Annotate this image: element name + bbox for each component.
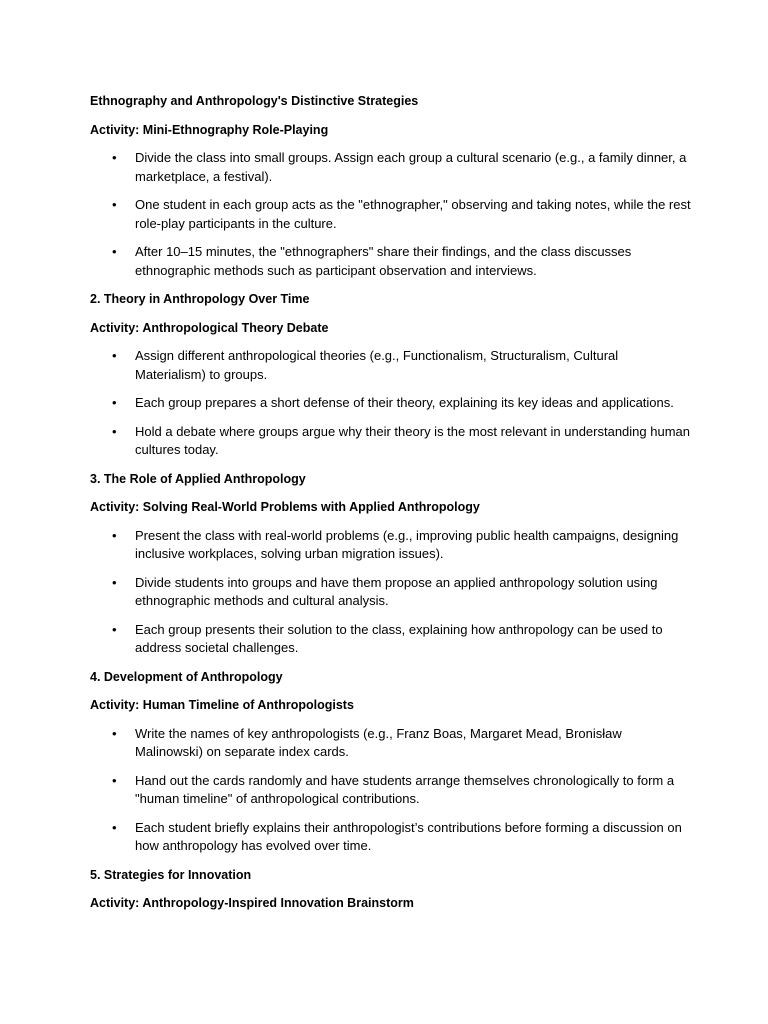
list-item (90, 621, 688, 658)
list-item (90, 394, 688, 413)
bullet-icon: • (112, 197, 117, 212)
bullet-icon: • (112, 819, 117, 835)
list-item-text: Hand out the cards randomly and have students arrange themselves chronologically to form a "human timeline" of anthropological contributions. (135, 772, 675, 806)
bullet-icon: • (112, 574, 117, 590)
activity-heading-3: Activity: Solving Real-World Problems with Applied Anthropology (90, 500, 480, 514)
list-item-text: Each group prepares a short defense of their theory, explaining its key ideas and applications. (135, 395, 674, 410)
list-item (90, 196, 691, 233)
list-item (90, 725, 688, 762)
list-item (90, 347, 688, 384)
activity-list-4 (90, 725, 688, 856)
activity-list-1 (90, 149, 691, 280)
bullet-icon: • (112, 395, 117, 410)
bullet-icon: • (112, 772, 117, 788)
list-item-text: Hold a debate where groups argue why their theory is the most relevant in understanding human cultures today. (135, 423, 690, 457)
activity-heading-1: Activity: Mini-Ethnography Role-Playing (90, 122, 329, 137)
bullet-icon: • (112, 423, 117, 439)
list-item (90, 423, 688, 460)
list-item-text: Divide students into groups and have them propose an applied anthropology solution using ethnographic methods and cultural analysis. (135, 574, 658, 608)
list-item-text: Write the names of key anthropologists (e.g., Franz Boas, Margaret Mead, Bronisław Malinowski) on separate index cards. (135, 725, 622, 759)
list-item-text: One student in each group acts as the "ethnographer," observing and taking notes, while the rest role-play participants in the culture. (135, 197, 691, 231)
activity-heading-4: Activity: Human Timeline of Anthropologists (90, 698, 354, 712)
list-item-text: Each group presents their solution to the class, explaining how anthropology can be used to address societal challenges. (135, 621, 663, 655)
list-item (90, 819, 688, 856)
list-item (90, 149, 688, 186)
activity-heading-5: Activity: Anthropology-Inspired Innovation Brainstorm (90, 896, 414, 910)
bullet-icon: • (112, 621, 117, 637)
list-item (90, 574, 688, 611)
list-item (90, 243, 688, 280)
bullet-icon: • (112, 244, 117, 259)
bullet-icon: • (112, 527, 117, 543)
list-item (90, 527, 688, 564)
list-item-text: After 10–15 minutes, the "ethnographers" share their findings, and the class discusses ethnographic methods such as participant observation and interviews. (135, 244, 632, 278)
list-item-text: Assign different anthropological theories (e.g., Functionalism, Structuralism, Cultural Materialism) to groups. (135, 348, 619, 382)
activity-list-2 (90, 347, 688, 460)
bullet-icon: • (112, 725, 117, 741)
section-heading-2: 2. Theory in Anthropology Over Time (90, 292, 310, 306)
section-heading-3: 3. The Role of Applied Anthropology (90, 471, 306, 486)
list-item-text: Present the class with real-world problems (e.g., improving public health campaigns, designing inclusive workplaces, solving urban migration issues). (135, 527, 679, 561)
section-heading-4: 4. Development of Anthropology (90, 669, 283, 684)
bullet-icon: • (112, 150, 117, 165)
bullet-icon: • (112, 348, 117, 363)
activity-heading-2: Activity: Anthropological Theory Debate (90, 320, 329, 335)
list-item (90, 772, 688, 809)
list-item-text: Each student briefly explains their anthropologist’s contributions before forming a discussion on how anthropology has evolved over time. (135, 819, 682, 853)
list-item-text: Divide the class into small groups. Assign each group a cultural scenario (e.g., a family dinner, a marketplace, a festival). (135, 150, 687, 184)
document-title: Ethnography and Anthropology's Distinctive Strategies (90, 94, 419, 108)
activity-list-3 (90, 527, 688, 658)
section-heading-5: 5. Strategies for Innovation (90, 867, 252, 882)
